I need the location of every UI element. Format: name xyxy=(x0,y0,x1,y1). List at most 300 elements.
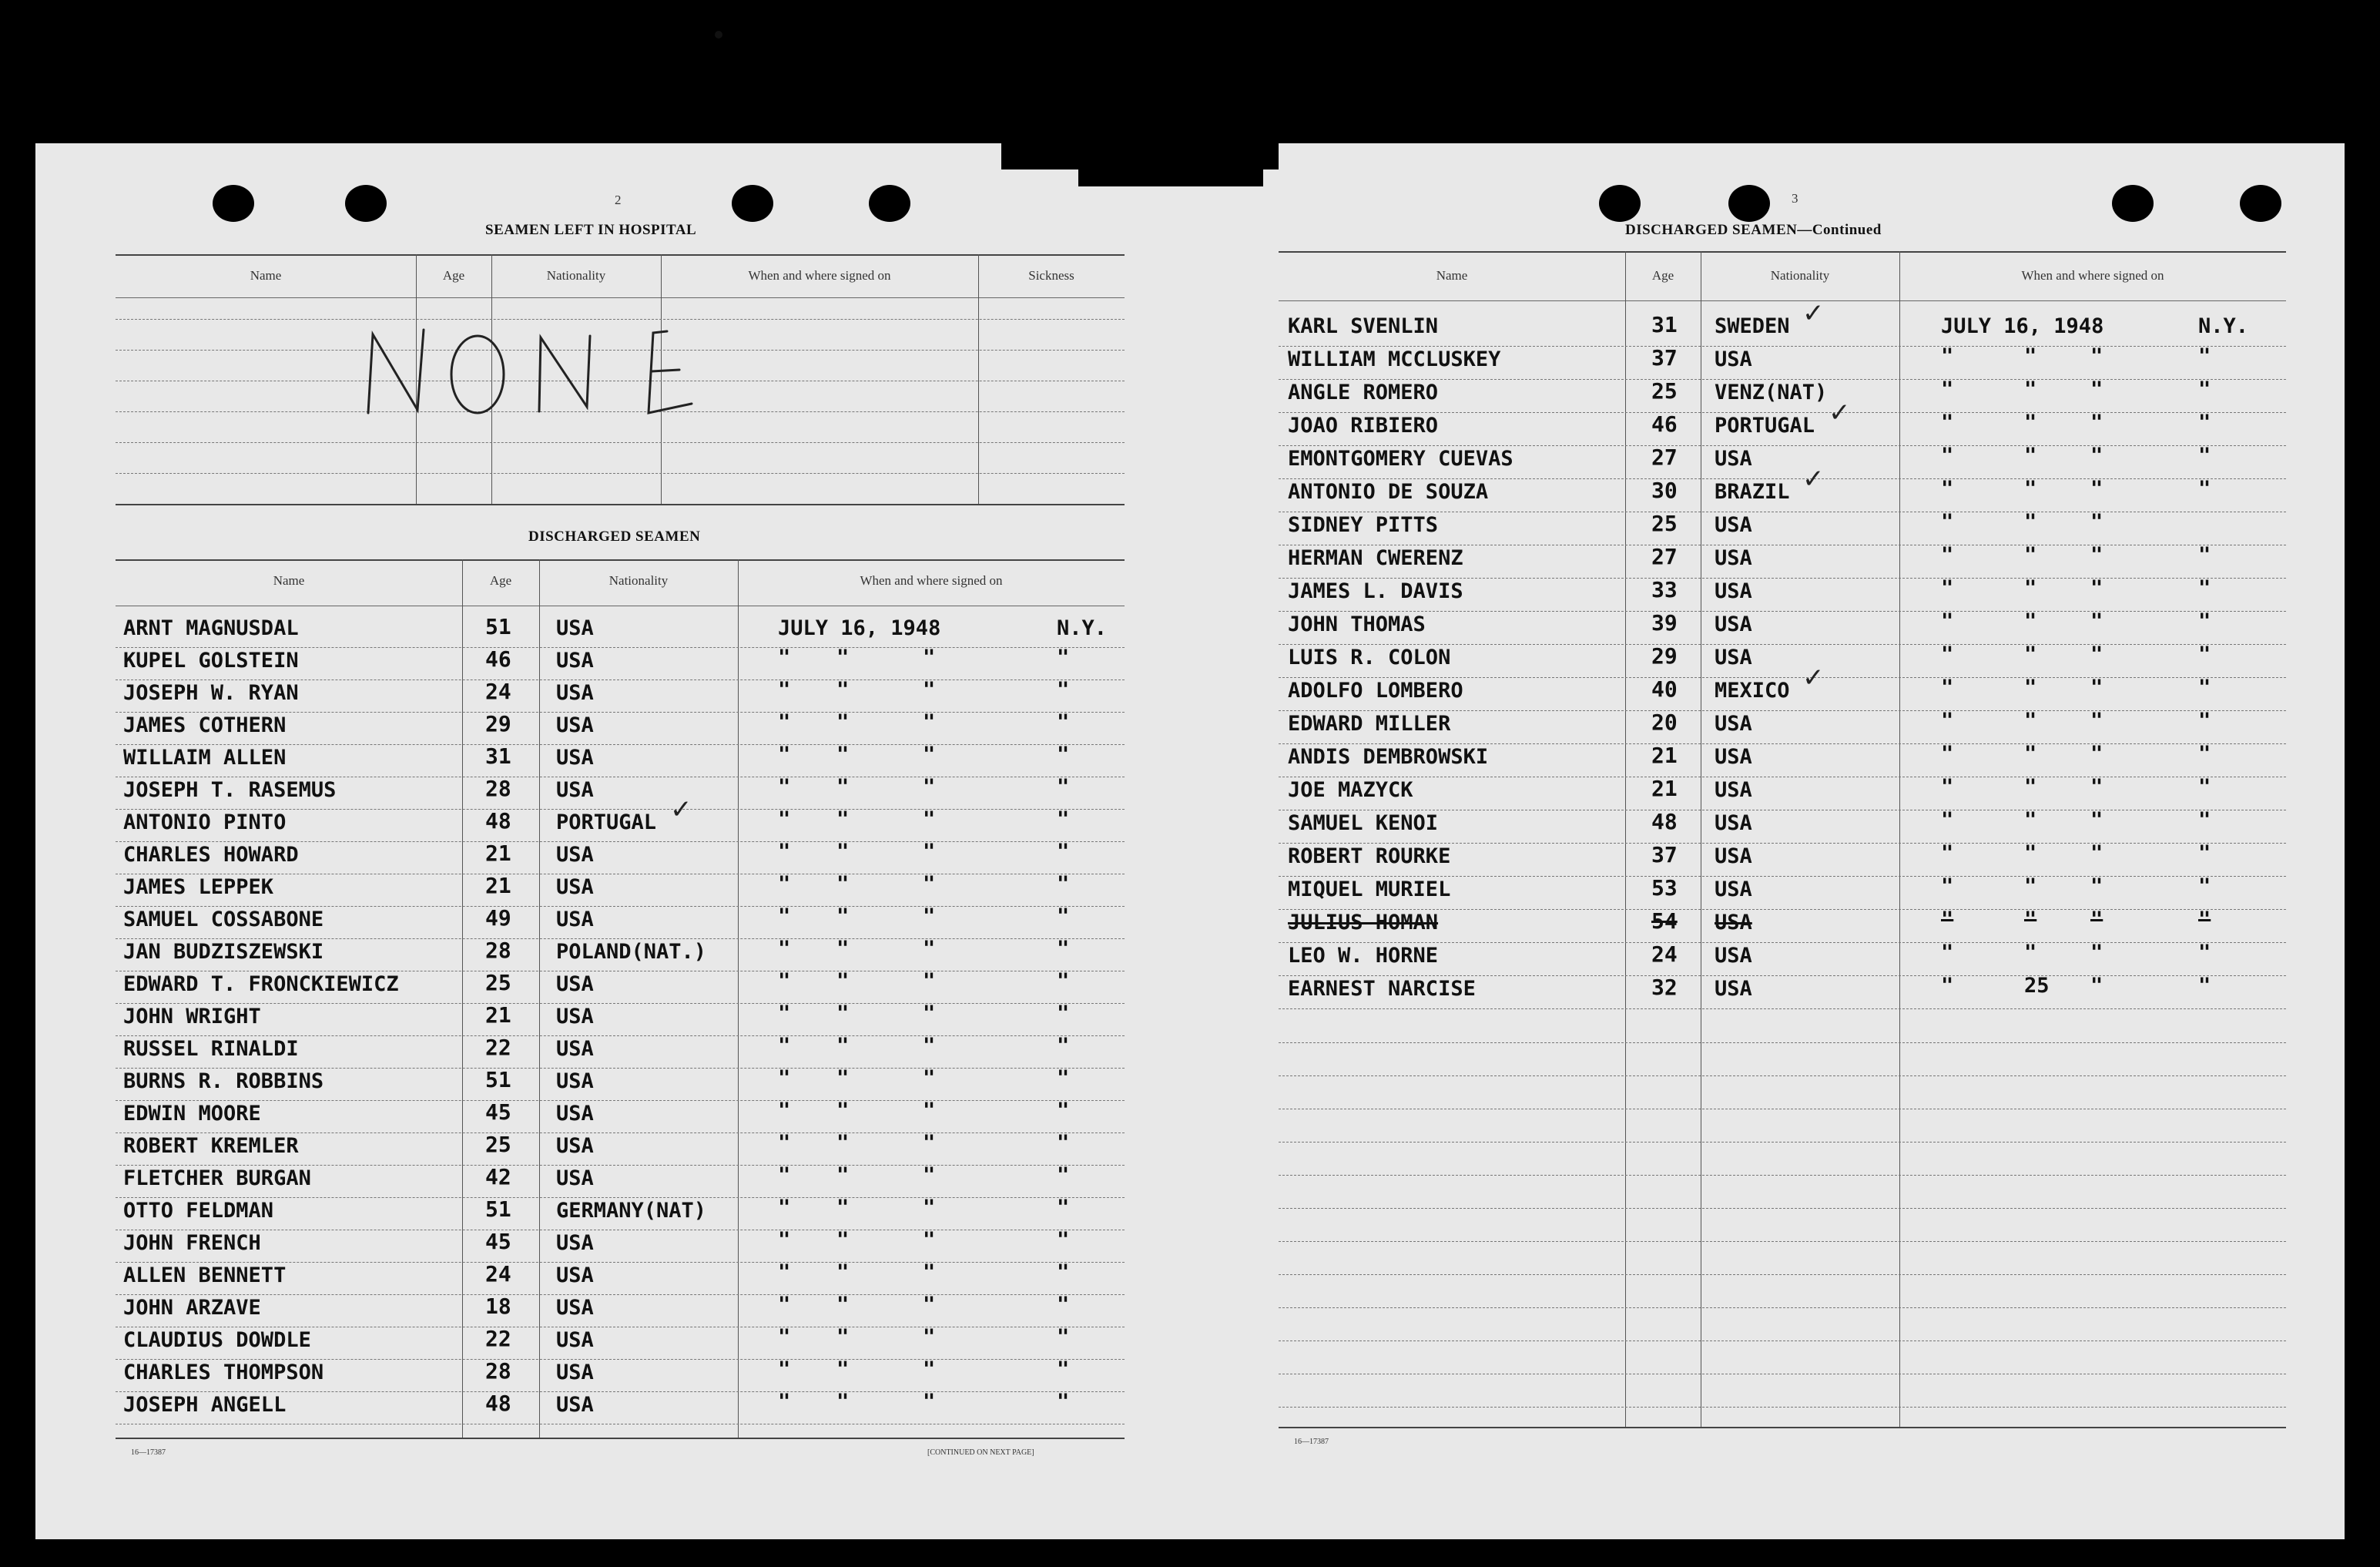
col-header-nationality: Nationality xyxy=(608,573,669,588)
seaman-age: 49 xyxy=(485,905,511,931)
ditto-mark: " xyxy=(1941,344,1954,368)
ditto-mark: " xyxy=(923,937,936,961)
seaman-age: 18 xyxy=(485,1294,511,1319)
row-rule xyxy=(116,679,1125,680)
seaman-name: ADOLFO LOMBERO xyxy=(1288,679,1463,703)
punch-hole xyxy=(869,185,910,222)
ditto-mark: " xyxy=(1941,874,1954,898)
ditto-mark: " xyxy=(923,1260,936,1284)
seaman-name: HERMAN CWERENZ xyxy=(1288,546,1463,570)
seaman-nationality: USA xyxy=(1715,911,1752,934)
ditto-mark: " xyxy=(1057,807,1070,831)
check-mark: ✓ xyxy=(670,794,692,825)
section-title-hospital: SEAMEN LEFT IN HOSPITAL xyxy=(485,222,697,238)
seaman-name: EMONTGOMERY CUEVAS xyxy=(1288,447,1513,471)
ditto-mark: " xyxy=(1057,904,1070,928)
signed-port: N.Y. xyxy=(2198,314,2249,338)
row-rule xyxy=(1279,876,2286,877)
seaman-nationality: USA xyxy=(556,1361,594,1384)
ditto-mark: " xyxy=(2090,908,2103,931)
seaman-age: 53 xyxy=(1651,875,1678,901)
handwritten-none xyxy=(362,327,701,419)
seaman-name: WILLAIM ALLEN xyxy=(123,746,287,770)
ditto-mark: " xyxy=(2090,775,2103,799)
seaman-age: 21 xyxy=(485,873,511,898)
seaman-name: KARL SVENLIN xyxy=(1288,314,1439,338)
ditto-mark: " xyxy=(2090,643,2103,666)
ditto-mark: " xyxy=(923,1293,936,1317)
ditto-mark: " xyxy=(2024,775,2037,799)
section-title-discharged: DISCHARGED SEAMEN xyxy=(528,528,701,545)
ditto-mark: " xyxy=(778,904,791,928)
ditto-mark: " xyxy=(778,969,791,993)
ditto-mark: " xyxy=(1057,1357,1070,1381)
seaman-nationality: USA xyxy=(556,1037,594,1061)
row-rule xyxy=(1279,975,2286,976)
ditto-mark: " xyxy=(778,1325,791,1349)
seaman-age: 28 xyxy=(485,776,511,801)
ditto-mark: " xyxy=(836,678,850,702)
seaman-age: 32 xyxy=(1651,975,1678,1000)
ditto-mark: " xyxy=(2024,377,2037,401)
seaman-age: 48 xyxy=(485,808,511,834)
ditto-mark: " xyxy=(836,1066,850,1090)
ditto-mark: " xyxy=(1941,808,1954,832)
ditto-mark: " xyxy=(923,807,936,831)
ditto-mark: " xyxy=(2090,874,2103,898)
ditto-mark: " xyxy=(1057,1228,1070,1252)
seaman-name: SAMUEL KENOI xyxy=(1288,811,1439,835)
row-rule xyxy=(116,647,1125,648)
ditto-mark: " xyxy=(923,1357,936,1381)
ditto-mark: " xyxy=(1057,937,1070,961)
check-mark: ✓ xyxy=(1802,464,1825,495)
row-rule xyxy=(1279,412,2286,413)
seaman-age: 28 xyxy=(485,1358,511,1384)
seaman-name: CLAUDIUS DOWDLE xyxy=(123,1328,311,1352)
ditto-mark: " xyxy=(1941,676,1954,700)
row-rule xyxy=(1279,445,2286,446)
seaman-nationality: USA xyxy=(556,649,594,673)
seaman-nationality: BRAZIL xyxy=(1715,480,1790,504)
seaman-nationality: USA xyxy=(556,616,594,640)
ditto-mark: " xyxy=(923,840,936,864)
ditto-mark: " xyxy=(1941,742,1954,766)
ditto-mark: " xyxy=(1941,543,1954,567)
ditto-mark: " xyxy=(2024,643,2037,666)
seaman-nationality: USA xyxy=(556,1393,594,1417)
table-rule xyxy=(116,559,1125,561)
ditto-mark: " xyxy=(1057,1099,1070,1122)
ditto-mark: " xyxy=(2024,841,2037,865)
ditto-mark: " xyxy=(778,1390,791,1414)
ditto-mark: " xyxy=(1941,908,1954,931)
seaman-name: ANTONIO DE SOUZA xyxy=(1288,480,1489,504)
seaman-age: 31 xyxy=(1651,312,1678,337)
ditto-mark: " xyxy=(1941,477,1954,501)
ditto-mark: " xyxy=(1057,840,1070,864)
seaman-age: 29 xyxy=(485,711,511,737)
ditto-mark: " xyxy=(2090,444,2103,468)
ditto-mark: " xyxy=(923,710,936,734)
seaman-age: 27 xyxy=(1651,544,1678,569)
seaman-name: ANDIS DEMBROWSKI xyxy=(1288,745,1489,769)
seaman-nationality: USA xyxy=(1715,646,1752,669)
ditto-mark: " xyxy=(836,1228,850,1252)
seaman-name: ALLEN BENNETT xyxy=(123,1263,287,1287)
seaman-nationality: PORTUGAL xyxy=(1715,414,1815,438)
row-rule xyxy=(116,1262,1125,1263)
seaman-nationality: USA xyxy=(1715,579,1752,603)
row-rule xyxy=(116,906,1125,907)
seaman-age: 51 xyxy=(485,1067,511,1092)
punch-hole xyxy=(2112,185,2154,222)
ditto-mark: " xyxy=(2198,676,2211,700)
seaman-age: 37 xyxy=(1651,842,1678,867)
ditto-mark: " xyxy=(778,1002,791,1025)
ditto-mark: " xyxy=(2198,477,2211,501)
ditto-mark: " xyxy=(2198,808,2211,832)
ditto-mark: " xyxy=(836,1196,850,1220)
signed-port: N.Y. xyxy=(1057,616,1108,640)
ditto-mark: " xyxy=(2024,576,2037,600)
row-rule xyxy=(1279,1407,2286,1408)
ditto-mark: " xyxy=(836,969,850,993)
ditto-mark: " xyxy=(2090,576,2103,600)
ditto-mark: " xyxy=(2090,510,2103,534)
row-rule xyxy=(1279,1075,2286,1076)
ditto-mark: " xyxy=(2024,543,2037,567)
seaman-nationality: USA xyxy=(556,1102,594,1126)
seaman-name: JOHN WRIGHT xyxy=(123,1005,261,1028)
seaman-name: JOHN ARZAVE xyxy=(123,1296,261,1320)
ditto-mark: " xyxy=(778,1228,791,1252)
seaman-name: EDWARD MILLER xyxy=(1288,712,1451,736)
ditto-mark: " xyxy=(2198,377,2211,401)
ditto-mark: " xyxy=(923,904,936,928)
check-mark: ✓ xyxy=(1802,663,1825,693)
seaman-nationality: POLAND(NAT.) xyxy=(556,940,707,964)
seaman-nationality: USA xyxy=(1715,977,1752,1001)
ditto-mark: 25 xyxy=(2024,974,2050,998)
col-header-name: Name xyxy=(273,573,305,588)
row-rule xyxy=(1279,909,2286,910)
col-header-name: Name xyxy=(1436,268,1468,283)
row-rule xyxy=(1279,1175,2286,1176)
ditto-mark: " xyxy=(2090,742,2103,766)
section-title-discharged-continued: DISCHARGED SEAMEN—Continued xyxy=(1625,222,1882,238)
seaman-age: 45 xyxy=(485,1229,511,1254)
ditto-mark: " xyxy=(2198,775,2211,799)
ditto-mark: " xyxy=(1057,1260,1070,1284)
ditto-mark: " xyxy=(778,710,791,734)
seaman-name: BURNS R. ROBBINS xyxy=(123,1069,324,1093)
seaman-age: 21 xyxy=(485,841,511,866)
ditto-mark: " xyxy=(2024,874,2037,898)
seaman-age: 54 xyxy=(1651,908,1678,934)
seaman-age: 51 xyxy=(485,614,511,639)
seaman-age: 24 xyxy=(1651,941,1678,967)
ditto-mark: " xyxy=(778,872,791,896)
ditto-mark: " xyxy=(2090,841,2103,865)
ditto-mark: " xyxy=(836,1034,850,1058)
col-header-nationality: Nationality xyxy=(546,268,606,283)
page-number: 2 xyxy=(615,193,622,207)
seaman-nationality: USA xyxy=(1715,778,1752,802)
seaman-name: ROBERT ROURKE xyxy=(1288,844,1451,868)
ditto-mark: " xyxy=(778,807,791,831)
seaman-name: FLETCHER BURGAN xyxy=(123,1166,311,1190)
seaman-nationality: USA xyxy=(556,875,594,899)
row-rule xyxy=(1279,710,2286,711)
row-rule xyxy=(1279,578,2286,579)
ditto-mark: " xyxy=(923,1002,936,1025)
seaman-nationality: USA xyxy=(556,1296,594,1320)
ditto-mark: " xyxy=(778,775,791,799)
ditto-mark: " xyxy=(836,1163,850,1187)
ditto-mark: " xyxy=(2024,941,2037,965)
ditto-mark: " xyxy=(1941,775,1954,799)
col-header-age: Age xyxy=(489,573,512,588)
ditto-mark: " xyxy=(923,1066,936,1090)
row-rule xyxy=(116,1294,1125,1295)
ditto-mark: " xyxy=(1057,1002,1070,1025)
row-rule xyxy=(116,319,1125,320)
seaman-age: 22 xyxy=(485,1326,511,1351)
row-rule xyxy=(116,938,1125,939)
ditto-mark: " xyxy=(836,710,850,734)
seaman-nationality: USA xyxy=(1715,944,1752,968)
seaman-name: KUPEL GOLSTEIN xyxy=(123,649,299,673)
ditto-mark: " xyxy=(836,1131,850,1155)
ditto-mark: " xyxy=(2090,709,2103,733)
seaman-name: EARNEST NARCISE xyxy=(1288,977,1476,1001)
row-rule xyxy=(1279,1042,2286,1043)
ditto-mark: " xyxy=(2198,841,2211,865)
seaman-age: 25 xyxy=(485,1132,511,1157)
ditto-mark: " xyxy=(2024,676,2037,700)
form-number: 16—17387 xyxy=(1294,1438,1329,1446)
seaman-name: ROBERT KREMLER xyxy=(123,1134,299,1158)
seaman-nationality: VENZ(NAT) xyxy=(1715,381,1828,404)
form-number: 16—17387 xyxy=(131,1448,166,1457)
seaman-age: 45 xyxy=(485,1099,511,1125)
seaman-nationality: USA xyxy=(1715,844,1752,868)
row-rule xyxy=(1279,1142,2286,1143)
ditto-mark: " xyxy=(1941,643,1954,666)
row-rule xyxy=(1279,1208,2286,1209)
ditto-mark: " xyxy=(923,646,936,669)
seaman-nationality: USA xyxy=(556,1328,594,1352)
seaman-age: 29 xyxy=(1651,643,1678,669)
ditto-mark: " xyxy=(778,743,791,767)
ditto-mark: " xyxy=(836,646,850,669)
seaman-age: 21 xyxy=(1651,743,1678,768)
ditto-mark: " xyxy=(1057,1196,1070,1220)
ditto-mark: " xyxy=(2090,377,2103,401)
seaman-age: 25 xyxy=(1651,378,1678,404)
ditto-mark: " xyxy=(2024,477,2037,501)
seaman-nationality: USA xyxy=(556,1069,594,1093)
seaman-name: JOHN FRENCH xyxy=(123,1231,261,1255)
ditto-mark: " xyxy=(778,678,791,702)
ditto-mark: " xyxy=(2024,444,2037,468)
ditto-mark: " xyxy=(2198,344,2211,368)
col-header-age: Age xyxy=(1651,268,1674,283)
row-rule xyxy=(1279,346,2286,347)
seaman-name: JOAO RIBIERO xyxy=(1288,414,1439,438)
row-rule xyxy=(1279,611,2286,612)
table-rule xyxy=(1279,1427,2286,1428)
ditto-mark: " xyxy=(836,1357,850,1381)
ditto-mark: " xyxy=(1057,646,1070,669)
row-rule xyxy=(1279,1008,2286,1009)
col-header-signed: When and where signed on xyxy=(748,268,891,283)
column-divider xyxy=(738,559,739,1438)
column-divider xyxy=(1899,251,1900,1427)
seaman-name: ANTONIO PINTO xyxy=(123,810,287,834)
row-rule xyxy=(1279,677,2286,678)
seaman-age: 33 xyxy=(1651,577,1678,602)
signed-date: JULY 16, 1948 xyxy=(1941,314,2104,338)
ditto-mark: " xyxy=(923,1131,936,1155)
ditto-mark: " xyxy=(2090,344,2103,368)
seaman-age: 20 xyxy=(1651,710,1678,735)
ditto-mark: " xyxy=(923,1034,936,1058)
ditto-mark: " xyxy=(2198,543,2211,567)
ditto-mark: " xyxy=(923,1099,936,1122)
ditto-mark: " xyxy=(836,1260,850,1284)
row-rule xyxy=(116,1035,1125,1036)
seaman-name: EDWARD T. FRONCKIEWICZ xyxy=(123,972,399,996)
row-rule xyxy=(1279,478,2286,479)
seaman-age: 28 xyxy=(485,938,511,963)
table-rule xyxy=(116,254,1125,256)
col-header-name: Name xyxy=(250,268,282,283)
ditto-mark: " xyxy=(1941,709,1954,733)
torn-edge xyxy=(1078,139,1263,186)
seaman-name: JOHN THOMAS xyxy=(1288,612,1426,636)
ditto-mark: " xyxy=(2024,908,2037,931)
row-rule xyxy=(1279,379,2286,380)
seaman-nationality: USA xyxy=(556,681,594,705)
punch-hole xyxy=(1599,185,1641,222)
row-rule xyxy=(116,1132,1125,1133)
ditto-mark: " xyxy=(1941,411,1954,435)
seaman-nationality: USA xyxy=(1715,513,1752,537)
ditto-mark: " xyxy=(2198,908,2211,931)
ditto-mark: " xyxy=(2198,576,2211,600)
seaman-age: 40 xyxy=(1651,676,1678,702)
ditto-mark: " xyxy=(836,1325,850,1349)
ditto-mark: " xyxy=(923,1196,936,1220)
seaman-name: JAN BUDZISZEWSKI xyxy=(123,940,324,964)
row-rule xyxy=(1279,1307,2286,1308)
ditto-mark: " xyxy=(1941,510,1954,534)
ditto-mark: " xyxy=(778,646,791,669)
seaman-nationality: USA xyxy=(1715,877,1752,901)
check-mark: ✓ xyxy=(1802,298,1825,329)
seaman-age: 24 xyxy=(485,1261,511,1287)
ditto-mark: " xyxy=(2198,709,2211,733)
seaman-name: SAMUEL COSSABONE xyxy=(123,908,324,931)
seaman-age: 48 xyxy=(485,1391,511,1416)
ditto-mark: " xyxy=(836,1099,850,1122)
seaman-nationality: USA xyxy=(556,972,594,996)
ditto-mark: " xyxy=(836,1390,850,1414)
ditto-mark: " xyxy=(923,775,936,799)
ditto-mark: " xyxy=(2198,609,2211,633)
seaman-age: 25 xyxy=(485,970,511,995)
seaman-age: 37 xyxy=(1651,345,1678,371)
seaman-nationality: USA xyxy=(556,1231,594,1255)
seaman-age: 21 xyxy=(485,1002,511,1028)
ditto-mark: " xyxy=(1941,941,1954,965)
ditto-mark: " xyxy=(836,840,850,864)
ditto-mark: " xyxy=(778,1196,791,1220)
ditto-mark: " xyxy=(836,1002,850,1025)
column-divider xyxy=(1625,251,1626,1427)
seaman-age: 31 xyxy=(485,743,511,769)
seaman-nationality: USA xyxy=(1715,546,1752,570)
row-rule xyxy=(116,1100,1125,1101)
ditto-mark: " xyxy=(2024,808,2037,832)
col-header-nationality: Nationality xyxy=(1770,268,1830,283)
seaman-nationality: USA xyxy=(1715,447,1752,471)
col-header-signed: When and where signed on xyxy=(2021,268,2164,283)
ditto-mark: " xyxy=(2090,974,2103,998)
ditto-mark: " xyxy=(1057,1066,1070,1090)
ditto-mark: " xyxy=(2090,609,2103,633)
ditto-mark: " xyxy=(2024,344,2037,368)
ditto-mark: " xyxy=(1057,1325,1070,1349)
punch-hole xyxy=(345,185,387,222)
ditto-mark: " xyxy=(923,1325,936,1349)
punch-hole xyxy=(2240,185,2281,222)
col-header-signed: When and where signed on xyxy=(860,573,1003,588)
seaman-age: 39 xyxy=(1651,610,1678,636)
seaman-age: 25 xyxy=(1651,511,1678,536)
seaman-nationality: MEXICO xyxy=(1715,679,1790,703)
seaman-nationality: USA xyxy=(556,746,594,770)
seaman-name: EDWIN MOORE xyxy=(123,1102,261,1126)
row-rule xyxy=(116,712,1125,713)
seaman-name: JAMES L. DAVIS xyxy=(1288,579,1463,603)
ditto-mark: " xyxy=(778,937,791,961)
ditto-mark: " xyxy=(1057,1163,1070,1187)
ditto-mark: " xyxy=(778,1099,791,1122)
row-rule xyxy=(116,1391,1125,1392)
seaman-name: JOSEPH T. RASEMUS xyxy=(123,778,337,802)
seaman-name: JULIUS HOMAN xyxy=(1288,911,1439,934)
row-rule xyxy=(1279,942,2286,943)
seaman-name: JAMES COTHERN xyxy=(123,713,287,737)
ditto-mark: " xyxy=(1941,974,1954,998)
row-rule xyxy=(116,1003,1125,1004)
seaman-age: 24 xyxy=(485,679,511,704)
ditto-mark: " xyxy=(1941,377,1954,401)
seaman-name: JOSEPH W. RYAN xyxy=(123,681,299,705)
seaman-age: 46 xyxy=(485,646,511,672)
table-rule xyxy=(116,504,1125,505)
ditto-mark: " xyxy=(836,872,850,896)
ditto-mark: " xyxy=(1057,775,1070,799)
ditto-mark: " xyxy=(778,840,791,864)
row-rule xyxy=(1279,843,2286,844)
ditto-mark: " xyxy=(836,807,850,831)
ditto-mark: " xyxy=(1057,743,1070,767)
column-divider xyxy=(462,559,463,1438)
